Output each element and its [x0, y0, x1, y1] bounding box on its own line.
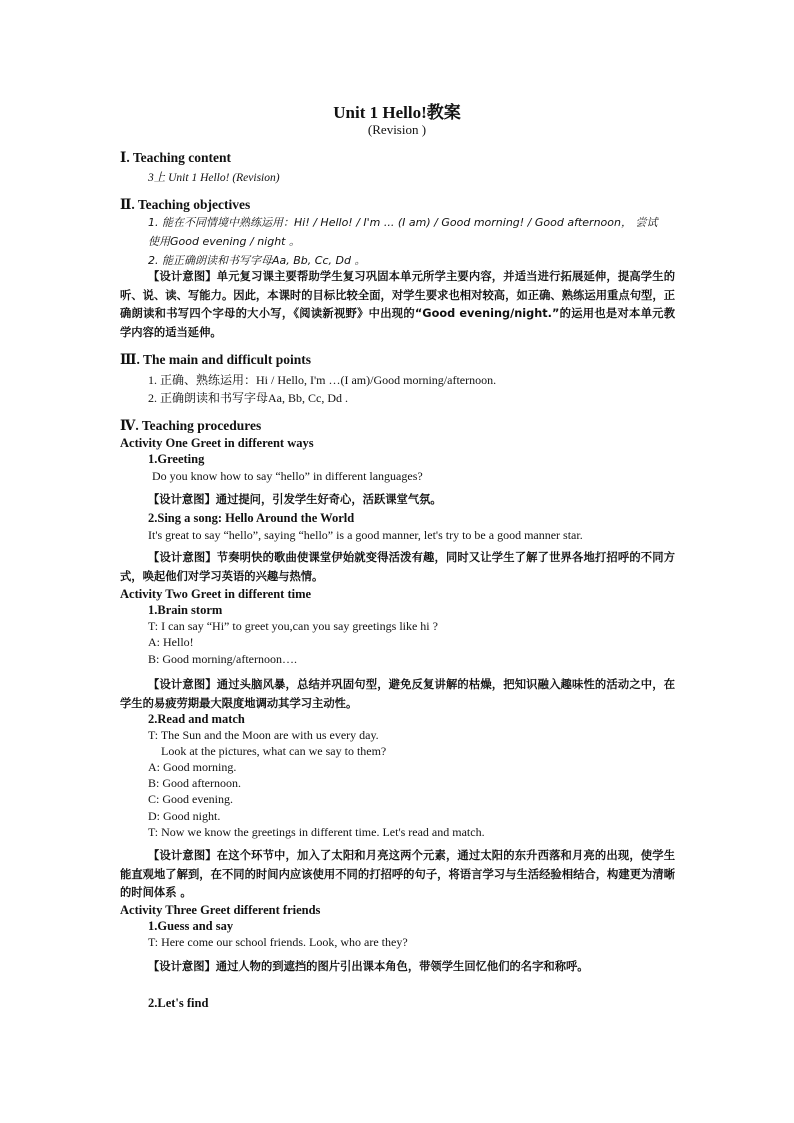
activity-one-step-2-line: It's great to say “hello”, saying “hello” is a good manner, let's try to be a good manner star. [148, 528, 583, 542]
section-1-heading: Ⅰ. Teaching content [120, 150, 231, 165]
brainstorm-line-b: B: Good morning/afternoon…. [148, 652, 297, 666]
design-note-brainstorm: 【设计意图】通过头脑风暴，总结并巩固句型，避免反复讲解的枯燥，把知识融入趣味性的活动之中，在学生的易疲劳期最大限度地调动其学习主动性。 [120, 678, 675, 710]
design-note-objectives: 【设计意图】单元复习课主要帮助学生复习巩固本单元所学主要内容，并适当进行拓展延伸，提高学生的听、说、读、写能力。因此，本课时的目标比较全面，对学生要求也相对较高，如正确、熟练运用重点句型，正确朗读和书写四个字母的大小写，《阅读新视野》中出现的“Good evening/night.”的运用也是对本单元教学内容的适当延伸。 [120, 270, 675, 339]
match-line-6: D: Good night. [148, 809, 221, 823]
match-line-2: Look at the pictures, what can we say to them? [161, 744, 387, 758]
activity-one-step-1: 1.Greeting [148, 452, 205, 466]
activity-two-step-2: 2.Read and match [148, 712, 245, 726]
design-note-greeting: 【设计意图】通过提问，引发学生好奇心，活跃课堂气氛。 [148, 493, 442, 506]
design-note-guess: 【设计意图】通过人物的到遮挡的图片引出课本角色，带领学生回忆他们的名字和称呼。 [148, 960, 589, 973]
match-line-3: A: Good morning. [148, 760, 237, 774]
design-note-read-match: 【设计意图】在这个环节中，加入了太阳和月亮这两个元素，通过太阳的东升西落和月亮的出现，使学生能直观地了解到，在不同的时间内应该使用不同的打招呼的句子，将语言学习与生活经验相结合，构建更为清晰的时间体系 。 [120, 849, 675, 899]
activity-one-step-2: 2.Sing a song: Hello Around the World [148, 511, 355, 525]
section-3-heading: Ⅲ. The main and difficult points [120, 352, 311, 367]
objective-1-line-b: 使用Good evening / night 。 [148, 235, 300, 248]
activity-two-step-1: 1.Brain storm [148, 603, 223, 617]
activity-three-title: Activity Three Greet different friends [120, 903, 321, 917]
document-title: Unit 1 Hello!教案 [333, 103, 461, 122]
activity-one-title: Activity One Greet in different ways [120, 436, 314, 450]
match-line-7: T: Now we know the greetings in different time. Let's read and match. [148, 825, 485, 839]
brainstorm-line-a: A: Hello! [148, 635, 194, 649]
objective-2: 2. 能正确朗读和书写字母Aa, Bb, Cc, Dd 。 [148, 254, 366, 267]
section-4-heading: Ⅳ. Teaching procedures [120, 418, 262, 433]
brainstorm-line-t: T: I can say “Hi” to greet you,can you say greetings like hi ? [148, 619, 438, 633]
objective-1-line-a: 1. 能在不同情境中熟练运用：Hi! / Hello! / I'm ... (I am) / Good morning! / Good afternoon， 尝试 [148, 216, 658, 229]
design-note-song: 【设计意图】节奏明快的歌曲使课堂伊始就变得活泼有趣，同时又让学生了解了世界各地打招呼的不同方式，唤起他们对学习英语的兴趣与热情。 [120, 551, 675, 583]
match-line-5: C: Good evening. [148, 792, 233, 806]
match-line-4: B: Good afternoon. [148, 776, 241, 790]
document-subtitle: (Revision ) [367, 122, 427, 137]
section-2-heading: Ⅱ. Teaching objectives [120, 197, 251, 212]
activity-one-step-1-line: Do you know how to say “hello” in different languages? [152, 469, 423, 483]
activity-three-step-2: 2.Let's find [148, 996, 209, 1010]
main-point-1: 1. 正确、熟练运用：Hi / Hello, I'm …(I am)/Good morning/afternoon. [148, 373, 497, 387]
main-point-2: 2. 正确朗读和书写字母Aa, Bb, Cc, Dd . [148, 391, 348, 405]
teaching-content-line: 3上 Unit 1 Hello! (Revision) [148, 172, 280, 184]
activity-two-title: Activity Two Greet in different time [120, 587, 312, 601]
match-line-1: T: The Sun and the Moon are with us every day. [148, 728, 379, 742]
guess-line: T: Here come our school friends. Look, who are they? [148, 935, 408, 949]
activity-three-step-1: 1.Guess and say [148, 919, 234, 933]
